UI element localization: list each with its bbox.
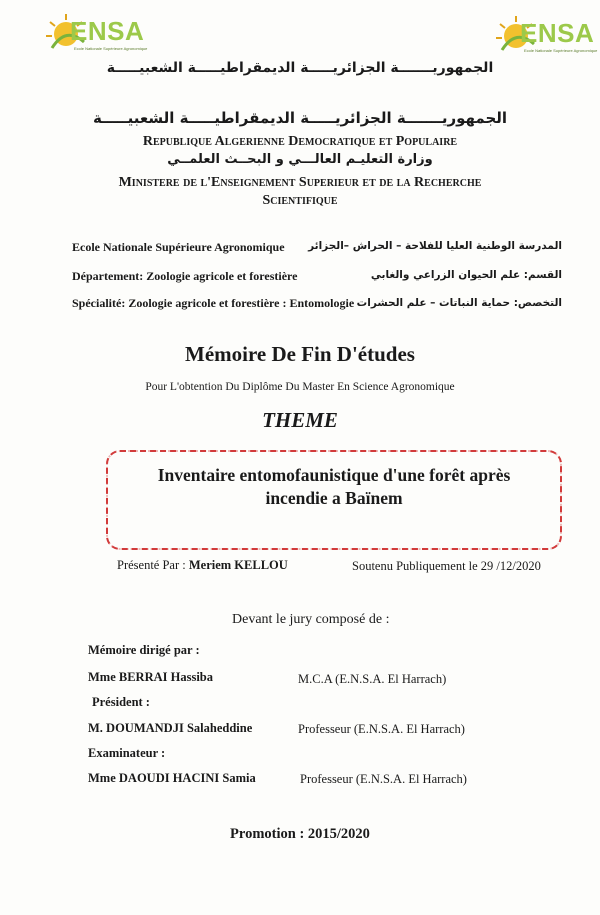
jury-role-president: Président : <box>92 695 150 709</box>
arabic-republic-line-2: الجمهوريـــــــة الجزائريـــــة الديمقراطيـــــة الشعبيـــــة <box>92 109 508 127</box>
promotion: Promotion : 2015/2020 <box>230 826 370 842</box>
logo-subtitle: Ecole Nationale Supérieure Agronomique <box>524 48 598 53</box>
french-republic: Republique Algerienne Democratique et Populaire <box>142 134 458 149</box>
school-fr: Ecole Nationale Supérieure Agronomique <box>72 240 285 254</box>
jury-name-supervisor: Mme BERRAI Hassiba <box>88 670 214 684</box>
ensa-logo-left <box>44 10 152 58</box>
author-name: Meriem KELLOU <box>188 558 288 572</box>
arabic-ministry: وزارة التعليـم العالـــي و البحــث العلمــي <box>167 152 433 167</box>
jury-intro: Devant le jury composé de : <box>232 612 390 627</box>
theme-label: THEME <box>262 408 338 432</box>
theme-line-1: Inventaire entomofaunistique d'une forêt après <box>157 465 511 485</box>
speciality-fr: Spécialité: Zoologie agricole et forestière : Entomologie <box>72 296 355 310</box>
logo-brand: ENSA <box>520 18 595 48</box>
french-ministry-line-2: Scientifique <box>262 193 338 208</box>
logo-brand: ENSA <box>70 16 145 46</box>
jury-title-president: Professeur (E.N.S.A. El Harrach) <box>298 722 465 736</box>
jury-name-examiner: Mme DAOUDI HACINI Samia <box>88 771 256 785</box>
presented-label: Présenté Par : <box>117 558 189 572</box>
document-subtitle: Pour L'obtention Du Diplôme Du Master En Science Agronomique <box>145 381 455 393</box>
theme-line-2: incendie a Baïnem <box>265 488 403 508</box>
defended-date: Soutenu Publiquement le 29 /12/2020 <box>352 559 541 573</box>
jury-role-examiner: Examinateur : <box>88 746 166 760</box>
jury-name-president: M. DOUMANDJI Salaheddine <box>88 721 253 735</box>
french-ministry-line-1: Ministere de l'Enseignement Superieur et de la Recherche <box>118 175 482 190</box>
jury-title-examiner: Professeur (E.N.S.A. El Harrach) <box>300 772 467 786</box>
school-ar: المدرسة الوطنية العليا للفلاحة – الحراش –الجزائر <box>308 240 562 252</box>
presented-by <box>117 558 288 573</box>
logo-subtitle: Ecole Nationale Supérieure Agronomique <box>74 46 148 51</box>
document-title: Mémoire De Fin D'études <box>185 342 415 366</box>
jury-role-supervisor: Mémoire dirigé par : <box>88 643 200 657</box>
department-ar: القسم: علم الحيوان الزراعي والغابي <box>370 269 562 281</box>
jury-title-supervisor: M.C.A (E.N.S.A. El Harrach) <box>298 672 447 686</box>
ensa-logo-right <box>494 12 600 60</box>
speciality-ar: التخصص: حماية النباتات – علم الحشرات <box>356 297 562 309</box>
department-fr: Département: Zoologie agricole et forestière <box>72 269 298 283</box>
arabic-republic-line-1: الجمهوريـــــــة الجزائريـــــة الديمقراطيـــــة الشعبيـــــة <box>106 60 494 76</box>
